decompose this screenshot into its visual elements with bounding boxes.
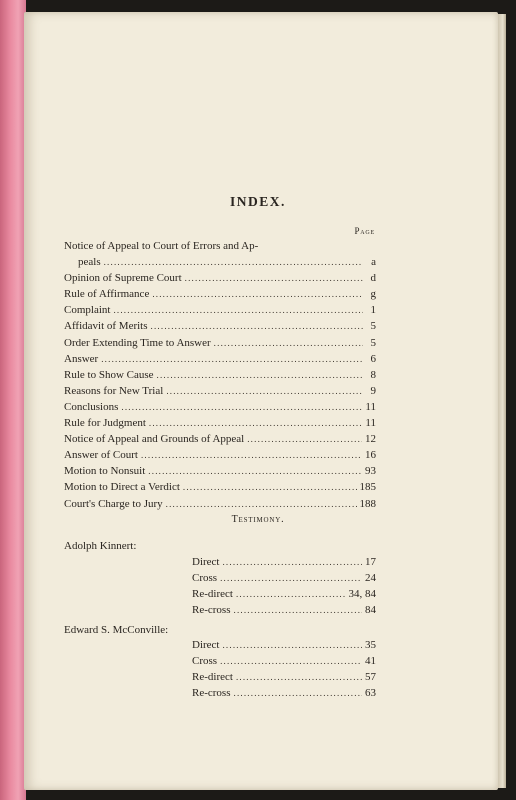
- dot-leader: [234, 602, 363, 618]
- index-entry: [64, 496, 376, 512]
- entry-label: Rule of Affirmance: [64, 288, 150, 301]
- dot-leader: [214, 335, 363, 351]
- index-entry: [64, 238, 376, 254]
- examination-page: 24: [365, 572, 376, 584]
- index-entry: [64, 463, 376, 479]
- dot-leader: [220, 570, 362, 586]
- examination-entry: [192, 653, 376, 669]
- examination-label: Re-direct: [192, 671, 233, 683]
- index-entry: [64, 286, 376, 302]
- page-edge: [498, 14, 506, 788]
- entry-page: g: [370, 288, 376, 301]
- entry-page: 16: [365, 449, 376, 462]
- examination-entry: [192, 669, 376, 685]
- entry-page: d: [370, 272, 376, 285]
- entry-label: Reasons for New Trial: [64, 384, 164, 397]
- index-entry: [64, 399, 376, 415]
- entry-page: a: [371, 256, 376, 269]
- dot-leader: [236, 586, 346, 602]
- dot-leader: [234, 685, 363, 701]
- examination-page: 17: [365, 556, 376, 568]
- dot-leader: [222, 637, 362, 653]
- entry-label: Notice of Appeal to Court of Errors and Ap-: [64, 240, 259, 252]
- examination-entry: [192, 685, 376, 701]
- testimony-heading: Testimony.: [231, 514, 285, 525]
- entry-page: 11: [365, 400, 376, 413]
- dot-leader: [222, 554, 362, 570]
- index-entries: [64, 238, 376, 512]
- dot-leader: [121, 399, 362, 415]
- index-entry: [64, 335, 376, 351]
- examination-page: 84: [365, 604, 376, 616]
- examination-page: 63: [365, 687, 376, 699]
- entry-label: Rule for Judgment: [64, 417, 146, 430]
- examination-label: Cross: [192, 655, 218, 667]
- examination-entry: [192, 602, 376, 618]
- index-title: INDEX.: [230, 194, 286, 209]
- dot-leader: [151, 318, 363, 334]
- entry-label: Order Extending Time to Answer: [64, 336, 211, 349]
- entry-page: 1: [370, 304, 376, 317]
- examination-entry: [192, 570, 376, 586]
- witness-examinations: [192, 554, 376, 618]
- examination-label: Direct: [192, 556, 220, 568]
- entry-label: Affidavit of Merits: [64, 320, 148, 333]
- examination-page: 57: [365, 671, 376, 683]
- index-entry: [64, 447, 376, 463]
- entry-page: 188: [359, 497, 376, 510]
- witness-name: Edward S. McConville:: [64, 624, 169, 636]
- examination-label: Direct: [192, 639, 220, 651]
- entry-label: Notice of Appeal and Grounds of Appeal: [64, 433, 245, 446]
- dot-leader: [101, 351, 363, 367]
- dot-leader: [113, 302, 363, 318]
- dot-leader: [141, 447, 362, 463]
- entry-label: Rule to Show Cause: [64, 368, 154, 381]
- dot-leader: [152, 286, 363, 302]
- dot-leader: [166, 383, 363, 399]
- entry-page: 9: [370, 384, 376, 397]
- entry-page: 12: [365, 433, 376, 446]
- entry-label: Court's Charge to Jury: [64, 497, 163, 510]
- entry-label: Motion to Direct a Verdict: [64, 481, 180, 494]
- book-spine: [0, 0, 26, 800]
- entry-label: Conclusions: [64, 400, 119, 413]
- index-entry: [64, 351, 376, 367]
- entry-label: Opinion of Supreme Court: [64, 272, 182, 285]
- witness-examinations: [192, 637, 376, 701]
- entry-page: 5: [370, 336, 376, 349]
- dot-leader: [166, 496, 357, 512]
- index-entry: [64, 479, 376, 495]
- examination-entry: [192, 554, 376, 570]
- dot-leader: [148, 463, 362, 479]
- index-entry: [64, 383, 376, 399]
- examination-label: Re-direct: [192, 588, 233, 600]
- examination-entry: [192, 586, 376, 602]
- entry-label: peals: [78, 256, 101, 269]
- entry-page: 5: [370, 320, 376, 333]
- index-entry: [64, 415, 376, 431]
- dot-leader: [157, 367, 363, 383]
- entry-label: Motion to Nonsuit: [64, 465, 146, 478]
- examination-page: 34, 84: [348, 588, 376, 600]
- entry-label: Answer of Court: [64, 449, 138, 462]
- entry-page: 11: [365, 417, 376, 430]
- examination-page: 35: [365, 639, 376, 651]
- entry-page: 6: [370, 352, 376, 365]
- index-entry: [64, 367, 376, 383]
- dot-leader: [247, 431, 362, 447]
- dot-leader: [236, 669, 362, 685]
- examination-page: 41: [365, 655, 376, 667]
- examination-entry: [192, 637, 376, 653]
- index-entry: [64, 254, 376, 270]
- examination-label: Cross: [192, 572, 218, 584]
- dot-leader: [104, 254, 363, 270]
- index-entry: [64, 431, 376, 447]
- entry-label: Complaint: [64, 304, 111, 317]
- entry-page: 185: [359, 481, 376, 494]
- entry-label: Answer: [64, 352, 99, 365]
- dot-leader: [149, 415, 363, 431]
- dot-leader: [185, 270, 363, 286]
- index-entry: [64, 270, 376, 286]
- entry-page: 93: [365, 465, 376, 478]
- index-entry: [64, 302, 376, 318]
- examination-label: Re-cross: [192, 687, 231, 699]
- entry-page: 8: [370, 368, 376, 381]
- page-column-header: Page: [354, 226, 375, 236]
- index-entry: [64, 318, 376, 334]
- examination-label: Re-cross: [192, 604, 231, 616]
- dot-leader: [183, 479, 357, 495]
- witness-name: Adolph Kinnert:: [64, 540, 137, 552]
- dot-leader: [220, 653, 362, 669]
